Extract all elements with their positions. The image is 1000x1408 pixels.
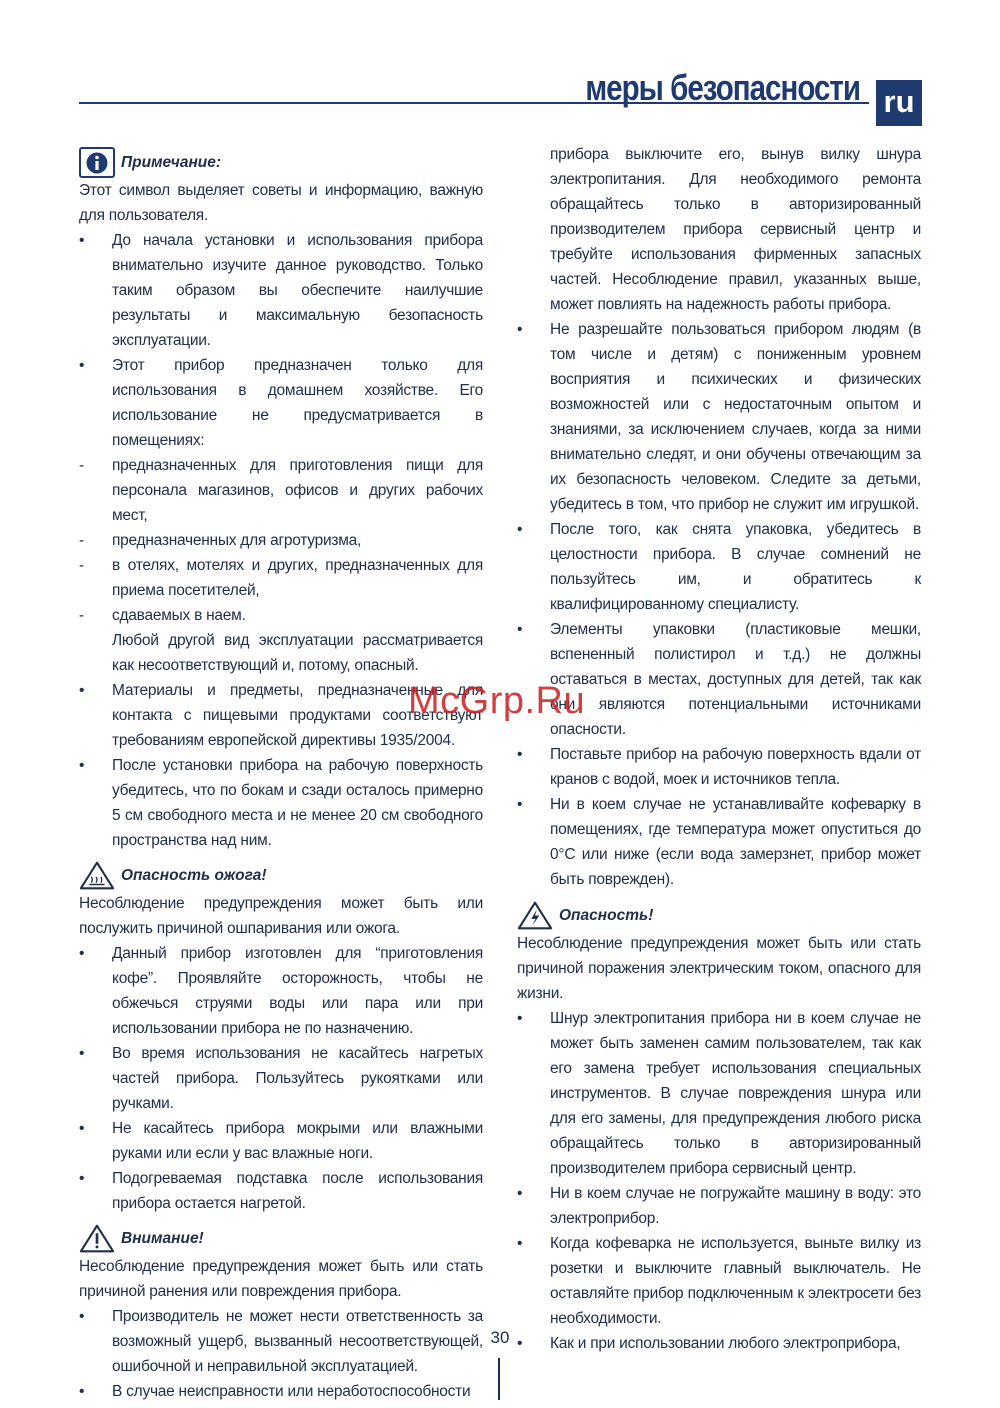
dash-item: - сдаваемых в наем. [79,603,483,628]
bullet: • [517,1185,523,1202]
list-item: • В случае неисправности или неработоспособности [79,1379,483,1404]
list-item: • Не касайтесь прибора мокрыми или влажными руками или если у вас влажные ноги. [79,1116,483,1166]
bullet: • [517,796,523,813]
bullet: • [517,321,523,338]
info-icon [79,147,115,178]
danger-title: Опасность! [559,907,654,924]
right-column [517,142,921,1356]
list-item: • До начала установки и использования прибора внимательно изучите данное руководство. Только таким образом вы обеспечите наилучшие результаты и максимальную безопасность эксплуатации. [79,228,483,353]
list-item: • Этот прибор предназначен только для использования в домашнем хозяйстве. Его использование не предусматривается в помещениях: [79,353,483,453]
bullet: • [517,1010,523,1027]
usage-note: Любой другой вид эксплуатации рассматривается как несоответствующий и, потому, опасный. [112,632,483,674]
bullet: • [79,682,85,699]
bullet: • [79,1045,85,1062]
bullet: • [517,1335,523,1352]
dash-item: - предназначенных для агротуризма, [79,528,483,553]
list-item: • Материалы и предметы, предназначенные для контакта с пищевыми продуктами соответствуют требованиям европейской директивы 1935/2004. [79,678,483,753]
hot-surface-warning-icon [79,860,115,891]
bullet: • [79,1120,85,1137]
list-item: • После того, как снята упаковка, убедитесь в целостности прибора. В случае сомнений не пользуйтесь им, и обратитесь к квалифицированному специалисту. [517,517,921,617]
list-item: • Не разрешайте пользоваться прибором людям (в том числе и детям) с пониженным уровнем восприятия и психических и физических возможностей или с недостаточным опытом и знаниями, за исключением случаев, когда за ними внимательно следят, и они обучены отвечающим за их безопасность человеком. Следите за детьми, убедитесь в том, что прибор не служит им игрушкой. [517,317,921,517]
note-intro: Этот символ выделяет советы и информацию, важную для пользователя. [79,182,483,224]
page-title: меры безопасности [585,67,860,108]
list-item: • Подогреваемая подставка после использования прибора остается нагретой. [79,1166,483,1216]
bullet: • [517,1235,523,1252]
dash: - [79,557,84,574]
list-item: • Элементы упаковки (пластиковые мешки, вспененный полистирол и т.д.) не должны оставаться в местах, доступных для детей, так как они являются потенциальными источниками опасности. [517,617,921,742]
bullet: • [517,521,523,538]
list-item: • Во время использования не касайтесь нагретых частей прибора. Пользуйтесь рукоятками или ручками. [79,1041,483,1116]
dash: - [79,532,84,549]
list-item: • Ни в коем случае не погружайте машину в воду: это электроприбор. [517,1181,921,1231]
danger-heading [517,900,921,931]
list-item: • Данный прибор изготовлен для “приготовления кофе”. Проявляйте осторожность, чтобы не обжечься струями воды или пара или при использовании прибора не по назначению. [79,941,483,1041]
bullet: • [79,232,85,249]
left-column [79,143,483,1404]
list-item: • Производитель не может нести ответственность за возможный ущерб, вызванный несоответствующей, ошибочной и неправильной эксплуатацией. [79,1304,483,1379]
list-item: • Шнур электропитания прибора ни в коем случае не может быть заменен самим пользователем, так как его замена требует использования специальных инструментов. В случае повреждения шнура или для его замены, для предупреждения любого риска обращайтесь только в авторизированный производителем прибора сервисный центр. [517,1006,921,1181]
dash: - [79,457,84,474]
bullet: • [79,357,85,374]
bullet: • [79,1170,85,1187]
attention-heading [79,1223,483,1254]
bullet: • [517,746,523,763]
bullet: • [79,1308,85,1325]
attention-title: Внимание! [121,1230,204,1247]
page-footer-rule [498,1358,500,1400]
list-item: • Как и при использовании любого электроприбора, [517,1331,921,1356]
language-badge: ru [876,80,922,126]
warning-icon [79,1223,115,1254]
list-item: • Поставьте прибор на рабочую поверхность вдали от кранов с водой, моек и источников тепла. [517,742,921,792]
dash-item: - в отелях, мотелях и других, предназначенных для приема посетителей, [79,553,483,603]
continuation-text: прибора выключите его, вынув вилку шнура электропитания. Для необходимого ремонта обращайтесь только в авторизированный производителем прибора сервисный центр и требуйте использования фирменных запасных частей. Несоблюдение правил, указанных выше, может повлиять на надежность работы прибора. [550,146,921,313]
page-number: 30 [490,1328,510,1347]
bullet: • [517,621,523,638]
danger-intro: Несоблюдение предупреждения может быть или стать причиной поражения электрическим током, опасного для жизни. [517,935,921,1002]
burn-title: Опасность ожога! [121,867,267,884]
dash: - [79,607,84,624]
note-heading [79,147,483,178]
burn-heading [79,860,483,891]
watermark: McGrp.Ru [408,680,586,722]
burn-intro: Несоблюдение предупреждения может быть или послужить причиной ошпаривания или ожога. [79,895,483,937]
list-item: • Когда кофеварка не используется, выньте вилку из розетки и выключите главный выключатель. Не оставляйте прибор подключенным к электросети без необходимости. [517,1231,921,1331]
bullet: • [79,945,85,962]
list-item: • После установки прибора на рабочую поверхность убедитесь, что по бокам и сзади осталось примерно 5 см свободного места и не менее 20 см свободного пространства над ним. [79,753,483,853]
list-item: • Ни в коем случае не устанавливайте кофеварку в помещениях, где температура может опуститься до 0°С или ниже (если вода замерзнет, прибор может быть поврежден). [517,792,921,892]
dash-item: - предназначенных для приготовления пищи для персонала магазинов, офисов и других рабочих мест, [79,453,483,528]
bullet: • [79,757,85,774]
bullet: • [79,1383,85,1400]
note-title: Примечание: [121,154,222,171]
attention-intro: Несоблюдение предупреждения может быть или стать причиной ранения или повреждения прибора. [79,1258,483,1300]
electric-shock-icon [517,900,553,931]
